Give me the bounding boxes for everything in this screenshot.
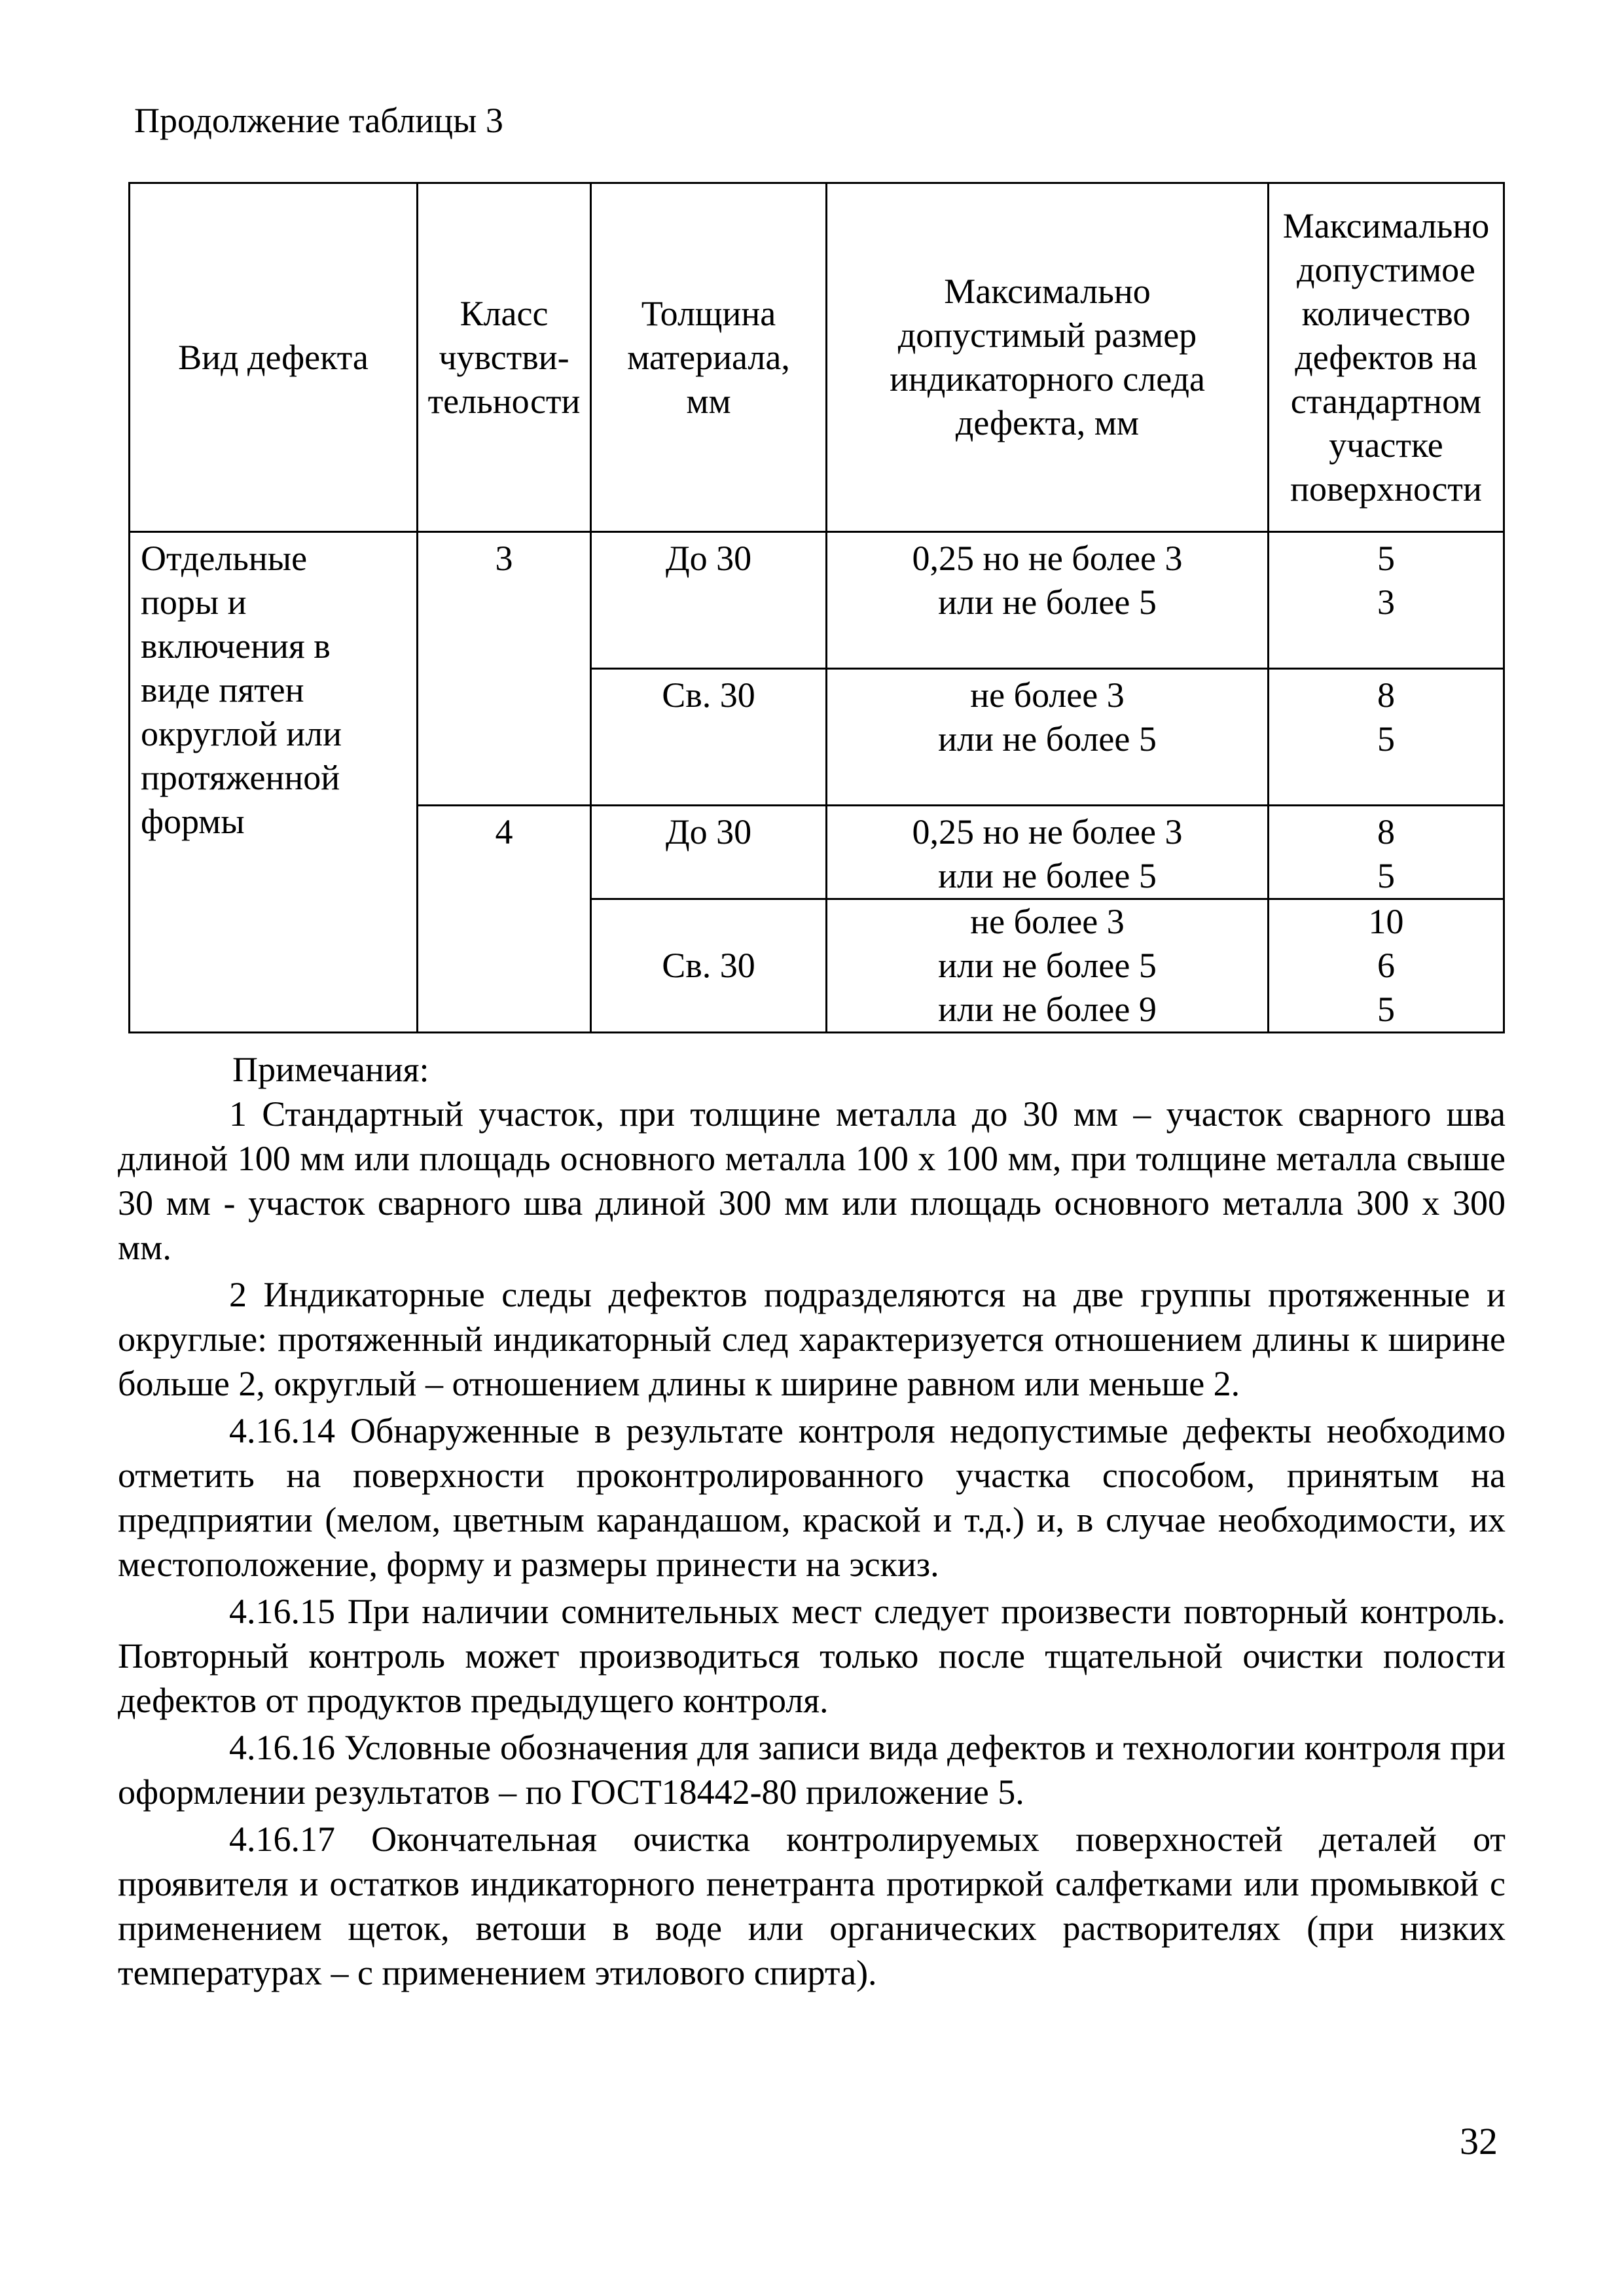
- paragraph-4-16-16: 4.16.16 Условные обозначения для записи вида дефектов и технологии контроля при оформлении результатов – по ГОСТ18442-80 приложение 5.: [118, 1728, 1506, 1812]
- header-max-size: Максимально допустимый размер индикаторного следа дефекта, мм: [827, 183, 1269, 532]
- note-1: 1 Стандартный участок, при толщине металла до 30 мм – участок сварного шва длиной 100 мм или площадь основного металла 100 x 100 мм, при толщине металла свыше 30 мм - участок сварного шва длиной 300 мм или площадь основного металла 300 x 300 мм.: [118, 1094, 1506, 1267]
- table-caption: Продолжение таблицы 3: [134, 101, 503, 140]
- header-sensitivity-class: Класс чувстви- тельности: [418, 183, 591, 532]
- size-cell: не более 3 или не более 5 или не более 9: [827, 899, 1269, 1033]
- thickness-cell: Св. 30: [591, 669, 827, 806]
- count-cell: 8 5: [1269, 669, 1504, 806]
- class-cell: 3: [418, 532, 591, 806]
- notes-section: [118, 1047, 1506, 1995]
- size-cell: 0,25 но не более 3 или не более 5: [827, 532, 1269, 669]
- table-header-row: [130, 183, 1504, 532]
- header-max-count: Максимально допустимое количество дефектов на стандартном участке поверхности: [1269, 183, 1504, 532]
- count-cell: 10 6 5: [1269, 899, 1504, 1033]
- thickness-cell: До 30: [591, 532, 827, 669]
- paragraph-4-16-17: 4.16.17 Окончательная очистка контролируемых поверхностей деталей от проявителя и остатков индикаторного пенетранта протиркой салфетками или промывкой с применением щеток, ветоши в воде или органических растворителях (при низких температурах – с применением этилового спирта).: [118, 1820, 1506, 1992]
- thickness-cell: До 30: [591, 806, 827, 899]
- class-cell: 4: [418, 806, 591, 1033]
- header-defect-type: Вид дефекта: [130, 183, 418, 532]
- count-cell: 8 5: [1269, 806, 1504, 899]
- defects-table: [128, 182, 1505, 1033]
- thickness-cell: Св. 30: [591, 899, 827, 1033]
- size-cell: 0,25 но не более 3 или не более 5: [827, 806, 1269, 899]
- note-2: 2 Индикаторные следы дефектов подразделяются на две группы протяженные и округлые: протяженный индикаторный след характеризуется отношением длины к ширине больше 2, округлый – отношением длины к ширине равном или меньше 2.: [118, 1275, 1506, 1403]
- header-material-thickness: Толщина материала, мм: [591, 183, 827, 532]
- paragraph-4-16-14: 4.16.14 Обнаруженные в результате контроля недопустимые дефекты необходимо отметить на поверхности проконтролированного участка способом, принятым на предприятии (мелом, цветным карандашом, краской и т.д.) и, в случае необходимости, их местоположение, форму и размеры принести на эскиз.: [118, 1411, 1506, 1584]
- notes-title: Примечания:: [232, 1050, 429, 1089]
- size-cell: не более 3 или не более 5: [827, 669, 1269, 806]
- defect-type-cell: Отдельные поры и включения в виде пятен округлой или протяженной формы: [130, 532, 418, 1033]
- count-cell: 5 3: [1269, 532, 1504, 669]
- paragraph-4-16-15: 4.16.15 При наличии сомнительных мест следует произвести повторный контроль. Повторный контроль может производиться только после тщательной очистки полости дефектов от продуктов предыдущего контроля.: [118, 1592, 1506, 1720]
- table-row: [130, 532, 1504, 669]
- page-number: 32: [1460, 2120, 1498, 2162]
